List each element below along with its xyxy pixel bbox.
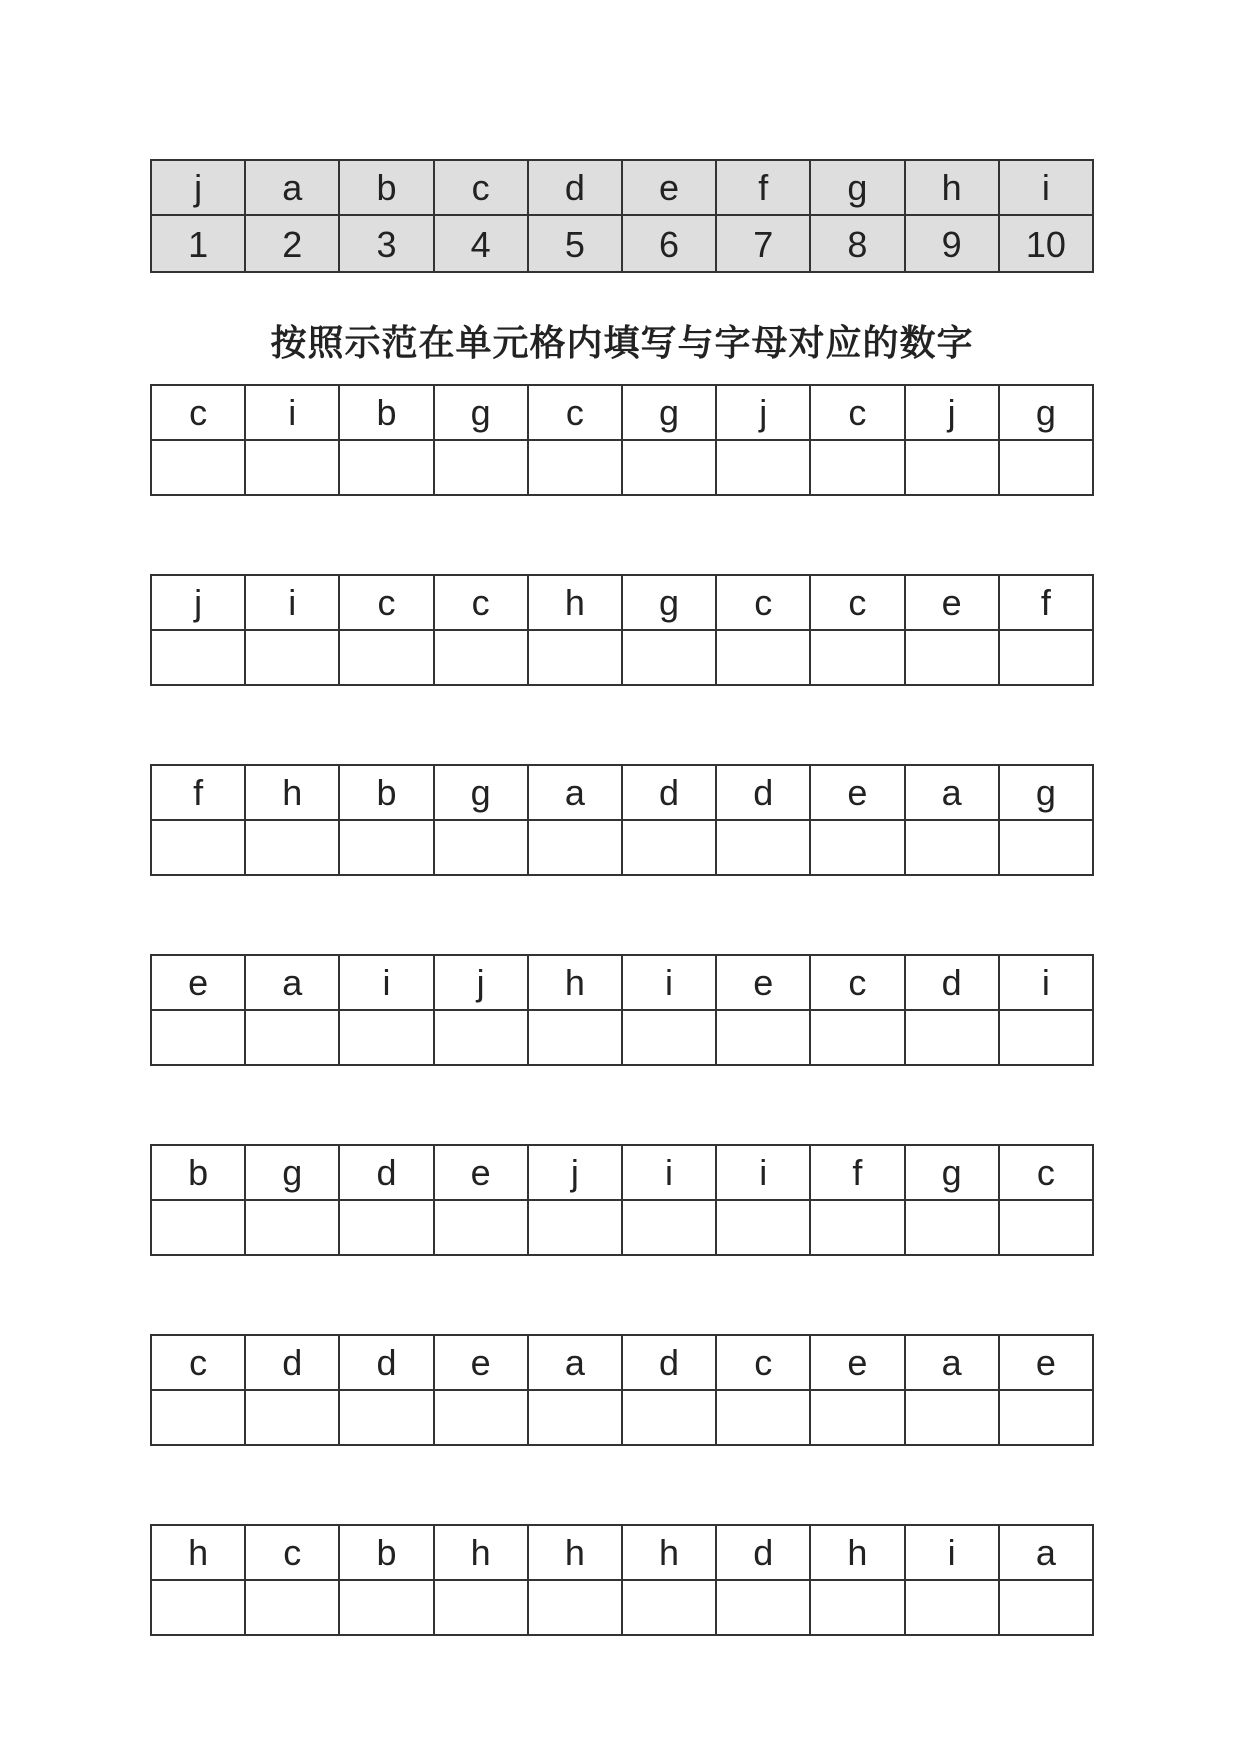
exercise-letter-cell: c xyxy=(999,1145,1093,1200)
exercise-letter-cell: e xyxy=(810,1335,904,1390)
exercise-letter-cell: i xyxy=(622,955,716,1010)
exercise-letters-row xyxy=(151,1525,1093,1580)
answer-blank-cell[interactable] xyxy=(151,1390,245,1445)
answer-blank-cell[interactable] xyxy=(245,440,339,495)
answer-blank-cell[interactable] xyxy=(999,1390,1093,1445)
answer-blank-cell[interactable] xyxy=(999,1580,1093,1635)
answer-blank-cell[interactable] xyxy=(999,630,1093,685)
exercise-letter-cell: i xyxy=(245,575,339,630)
exercise-letter-cell: a xyxy=(528,765,622,820)
answer-blank-cell[interactable] xyxy=(528,1200,622,1255)
key-number-cell: 4 xyxy=(434,215,528,272)
exercise-letter-cell: g xyxy=(999,385,1093,440)
exercise-letter-cell: c xyxy=(151,1335,245,1390)
exercise-letters-row xyxy=(151,765,1093,820)
answer-blank-cell[interactable] xyxy=(622,1200,716,1255)
instruction-heading: 按照示范在单元格内填写与字母对应的数字 xyxy=(270,323,974,364)
exercise-answer-row xyxy=(151,630,1093,685)
answer-blank-cell[interactable] xyxy=(245,1200,339,1255)
exercise-letter-cell: i xyxy=(905,1525,999,1580)
exercise-answer-row xyxy=(151,1010,1093,1065)
answer-blank-cell[interactable] xyxy=(245,1390,339,1445)
exercise-letter-cell: h xyxy=(528,575,622,630)
answer-blank-cell[interactable] xyxy=(339,1010,433,1065)
exercise-letter-cell: a xyxy=(245,955,339,1010)
answer-blank-cell[interactable] xyxy=(339,630,433,685)
key-letter-cell: g xyxy=(810,160,904,215)
answer-blank-cell[interactable] xyxy=(151,1010,245,1065)
exercise-letter-cell: g xyxy=(999,765,1093,820)
exercise-letter-cell: g xyxy=(434,765,528,820)
exercise-table xyxy=(150,1144,1094,1256)
exercise-answer-row xyxy=(151,1390,1093,1445)
answer-blank-cell[interactable] xyxy=(339,820,433,875)
answer-blank-cell[interactable] xyxy=(716,1390,810,1445)
answer-blank-cell[interactable] xyxy=(622,1010,716,1065)
exercise-letter-cell: c xyxy=(810,385,904,440)
key-numbers-row xyxy=(151,215,1093,272)
answer-blank-cell[interactable] xyxy=(716,440,810,495)
key-letter-cell: i xyxy=(999,160,1093,215)
answer-blank-cell[interactable] xyxy=(810,1010,904,1065)
exercise-letter-cell: j xyxy=(151,575,245,630)
exercise-letter-cell: j xyxy=(434,955,528,1010)
key-letters-row xyxy=(151,160,1093,215)
answer-blank-cell[interactable] xyxy=(528,630,622,685)
exercise-letter-cell: g xyxy=(245,1145,339,1200)
answer-blank-cell[interactable] xyxy=(339,1390,433,1445)
exercise-letter-cell: i xyxy=(245,385,339,440)
exercise-answer-row xyxy=(151,1580,1093,1635)
key-letter-cell: a xyxy=(245,160,339,215)
answer-blank-cell[interactable] xyxy=(622,820,716,875)
key-letter-cell: f xyxy=(716,160,810,215)
key-number-cell: 3 xyxy=(339,215,433,272)
answer-blank-cell[interactable] xyxy=(622,440,716,495)
answer-blank-cell[interactable] xyxy=(245,1580,339,1635)
answer-blank-cell[interactable] xyxy=(622,1580,716,1635)
key-letter-cell: h xyxy=(905,160,999,215)
key-number-cell: 6 xyxy=(622,215,716,272)
exercise-letter-cell: j xyxy=(528,1145,622,1200)
exercise-table xyxy=(150,1524,1094,1636)
key-number-cell: 5 xyxy=(528,215,622,272)
exercise-letter-cell: c xyxy=(528,385,622,440)
exercise-letter-cell: j xyxy=(716,385,810,440)
answer-blank-cell[interactable] xyxy=(905,630,999,685)
answer-blank-cell[interactable] xyxy=(810,820,904,875)
exercise-letter-cell: e xyxy=(716,955,810,1010)
exercise-letter-cell: f xyxy=(151,765,245,820)
exercise-table xyxy=(150,574,1094,686)
answer-blank-cell[interactable] xyxy=(528,1010,622,1065)
exercise-letters-row xyxy=(151,575,1093,630)
key-letter-cell: e xyxy=(622,160,716,215)
key-letter-cell: j xyxy=(151,160,245,215)
answer-blank-cell[interactable] xyxy=(905,440,999,495)
answer-blank-cell[interactable] xyxy=(622,630,716,685)
answer-blank-cell[interactable] xyxy=(810,630,904,685)
exercise-letter-cell: h xyxy=(245,765,339,820)
exercise-letter-cell: a xyxy=(528,1335,622,1390)
answer-blank-cell[interactable] xyxy=(434,1390,528,1445)
exercise-letter-cell: f xyxy=(810,1145,904,1200)
answer-blank-cell[interactable] xyxy=(528,820,622,875)
answer-blank-cell[interactable] xyxy=(905,1580,999,1635)
exercise-letter-cell: h xyxy=(810,1525,904,1580)
answer-blank-cell[interactable] xyxy=(810,1200,904,1255)
answer-blank-cell[interactable] xyxy=(434,1010,528,1065)
answer-blank-cell[interactable] xyxy=(434,440,528,495)
answer-blank-cell[interactable] xyxy=(245,1010,339,1065)
exercise-table xyxy=(150,954,1094,1066)
letter-number-key-table xyxy=(150,159,1094,273)
answer-blank-cell[interactable] xyxy=(151,1580,245,1635)
exercise-letter-cell: h xyxy=(434,1525,528,1580)
key-letter-cell: b xyxy=(339,160,433,215)
exercise-letter-cell: d xyxy=(905,955,999,1010)
exercise-letters-row xyxy=(151,1335,1093,1390)
exercise-letter-cell: e xyxy=(151,955,245,1010)
answer-blank-cell[interactable] xyxy=(905,1390,999,1445)
answer-blank-cell[interactable] xyxy=(434,1580,528,1635)
exercise-letters-row xyxy=(151,385,1093,440)
exercise-letter-cell: d xyxy=(622,1335,716,1390)
exercise-letter-cell: e xyxy=(434,1145,528,1200)
exercise-letter-cell: h xyxy=(528,1525,622,1580)
exercise-letter-cell: a xyxy=(905,1335,999,1390)
exercise-letter-cell: d xyxy=(716,1525,810,1580)
answer-blank-cell[interactable] xyxy=(999,1010,1093,1065)
exercise-answer-row xyxy=(151,440,1093,495)
exercise-answer-row xyxy=(151,820,1093,875)
exercise-letter-cell: h xyxy=(528,955,622,1010)
exercise-letter-cell: h xyxy=(151,1525,245,1580)
answer-blank-cell[interactable] xyxy=(716,1200,810,1255)
exercise-letter-cell: e xyxy=(905,575,999,630)
key-number-cell: 9 xyxy=(905,215,999,272)
answer-blank-cell[interactable] xyxy=(434,820,528,875)
answer-blank-cell[interactable] xyxy=(905,1200,999,1255)
answer-blank-cell[interactable] xyxy=(810,1390,904,1445)
answer-blank-cell[interactable] xyxy=(528,440,622,495)
answer-blank-cell[interactable] xyxy=(905,820,999,875)
exercise-letter-cell: c xyxy=(339,575,433,630)
exercise-letter-cell: i xyxy=(999,955,1093,1010)
answer-blank-cell[interactable] xyxy=(716,1580,810,1635)
exercise-letter-cell: j xyxy=(905,385,999,440)
exercise-letter-cell: c xyxy=(716,1335,810,1390)
exercise-letter-cell: c xyxy=(245,1525,339,1580)
exercise-letter-cell: i xyxy=(716,1145,810,1200)
answer-blank-cell[interactable] xyxy=(245,630,339,685)
answer-blank-cell[interactable] xyxy=(716,630,810,685)
exercise-table xyxy=(150,384,1094,496)
answer-blank-cell[interactable] xyxy=(434,630,528,685)
answer-blank-cell[interactable] xyxy=(810,1580,904,1635)
exercise-letter-cell: b xyxy=(339,1525,433,1580)
exercise-letter-cell: d xyxy=(622,765,716,820)
answer-blank-cell[interactable] xyxy=(528,1390,622,1445)
exercise-letter-cell: h xyxy=(622,1525,716,1580)
exercise-letters-row xyxy=(151,1145,1093,1200)
exercise-letter-cell: c xyxy=(810,575,904,630)
answer-blank-cell[interactable] xyxy=(528,1580,622,1635)
key-number-cell: 1 xyxy=(151,215,245,272)
exercise-letter-cell: e xyxy=(999,1335,1093,1390)
exercise-letter-cell: b xyxy=(339,385,433,440)
key-number-cell: 2 xyxy=(245,215,339,272)
answer-blank-cell[interactable] xyxy=(339,1200,433,1255)
exercise-table xyxy=(150,1334,1094,1446)
answer-blank-cell[interactable] xyxy=(339,1580,433,1635)
exercise-letter-cell: g xyxy=(905,1145,999,1200)
answer-blank-cell[interactable] xyxy=(810,440,904,495)
exercise-letter-cell: g xyxy=(434,385,528,440)
answer-blank-cell[interactable] xyxy=(716,1010,810,1065)
exercise-letter-cell: a xyxy=(999,1525,1093,1580)
exercise-answer-row xyxy=(151,1200,1093,1255)
exercise-letter-cell: f xyxy=(999,575,1093,630)
answer-blank-cell[interactable] xyxy=(151,630,245,685)
exercise-letter-cell: c xyxy=(810,955,904,1010)
answer-blank-cell[interactable] xyxy=(999,1200,1093,1255)
exercise-letter-cell: b xyxy=(339,765,433,820)
exercise-letter-cell: d xyxy=(339,1335,433,1390)
answer-blank-cell[interactable] xyxy=(245,820,339,875)
exercise-letter-cell: b xyxy=(151,1145,245,1200)
exercise-letter-cell: a xyxy=(905,765,999,820)
answer-blank-cell[interactable] xyxy=(622,1390,716,1445)
exercise-letter-cell: d xyxy=(716,765,810,820)
exercise-letter-cell: c xyxy=(716,575,810,630)
key-number-cell: 7 xyxy=(716,215,810,272)
exercise-letter-cell: e xyxy=(434,1335,528,1390)
exercise-letter-cell: d xyxy=(339,1145,433,1200)
exercise-letter-cell: c xyxy=(151,385,245,440)
exercise-letter-cell: i xyxy=(622,1145,716,1200)
exercise-letter-cell: i xyxy=(339,955,433,1010)
key-number-cell: 8 xyxy=(810,215,904,272)
exercise-letter-cell: e xyxy=(810,765,904,820)
key-letter-cell: d xyxy=(528,160,622,215)
answer-blank-cell[interactable] xyxy=(716,820,810,875)
answer-blank-cell[interactable] xyxy=(151,440,245,495)
answer-blank-cell[interactable] xyxy=(339,440,433,495)
key-number-cell: 10 xyxy=(999,215,1093,272)
exercise-letters-row xyxy=(151,955,1093,1010)
answer-blank-cell[interactable] xyxy=(151,820,245,875)
exercise-letter-cell: g xyxy=(622,575,716,630)
answer-blank-cell[interactable] xyxy=(905,1010,999,1065)
answer-blank-cell[interactable] xyxy=(999,820,1093,875)
exercise-letter-cell: c xyxy=(434,575,528,630)
exercise-table xyxy=(150,764,1094,876)
answer-blank-cell[interactable] xyxy=(999,440,1093,495)
answer-blank-cell[interactable] xyxy=(434,1200,528,1255)
exercise-letter-cell: d xyxy=(245,1335,339,1390)
exercise-letter-cell: g xyxy=(622,385,716,440)
answer-blank-cell[interactable] xyxy=(151,1200,245,1255)
key-letter-cell: c xyxy=(434,160,528,215)
